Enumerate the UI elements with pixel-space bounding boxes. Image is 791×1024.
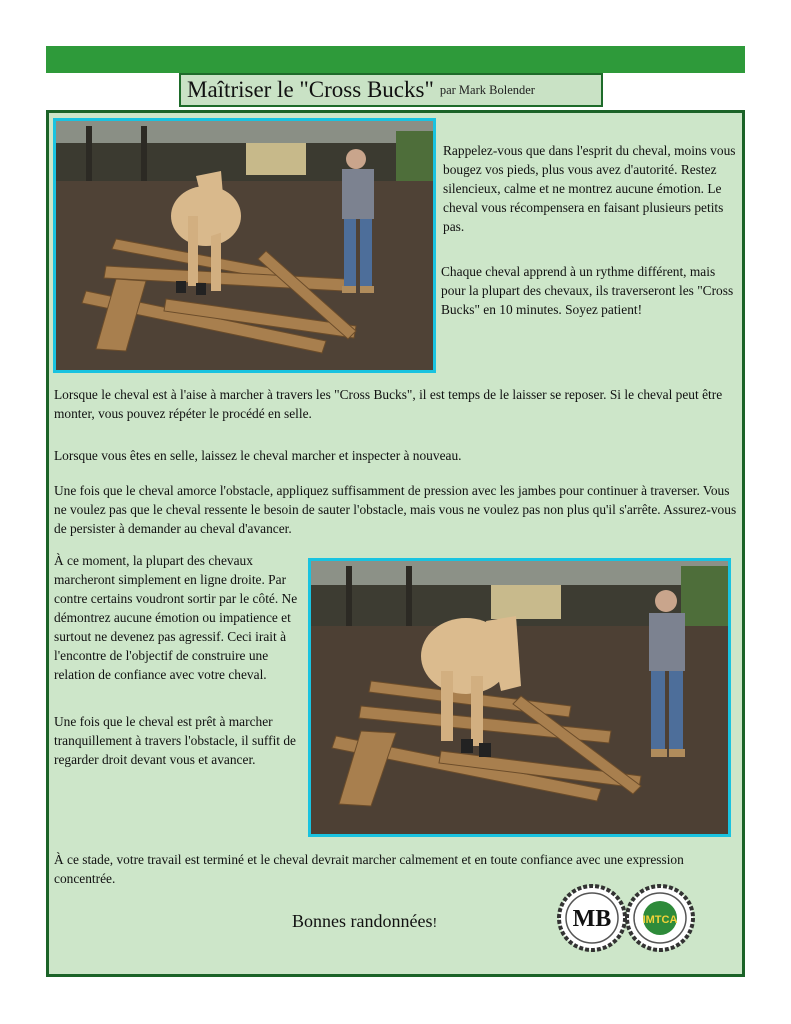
paragraph-left-1: À ce moment, la plupart des chevaux marcheront simplement en ligne droite. Par contre certains voudront sortir par le côté. Ne démontrez aucune émotion ou impatience et surtout ne devenez pas agressif. Ceci irait à l'encontre de l'objectif de construire une relation de confiance avec votre cheval. — [54, 553, 298, 682]
photo-horse-cross-bucks-2 — [308, 558, 731, 837]
top-green-bar — [46, 46, 745, 73]
paragraph-right-1: Rappelez-vous que dans l'esprit du cheval, moins vous bougez vos pieds, plus vous avez d'autorité. Restez silencieux, calme et ne montrez aucune émotion. Le cheval vous récompensera en faisant plusieurs petits pas. — [443, 143, 736, 234]
paragraph-full-4: À ce stade, votre travail est terminé et le cheval devrait marcher calmement et en toute confiance avec une expression concentrée. — [54, 852, 684, 886]
title-box — [179, 73, 603, 107]
photo-2-illustration — [311, 561, 728, 834]
paragraph-full-3: Une fois que le cheval amorce l'obstacle, appliquez suffisamment de pression avec les jambes pour continuer à traverser. Vous ne voulez pas que le cheval ressente le besoin de sauter l'obstacle, mais vous ne voulez pas non plus qu'il s'arrête. Assurez-vous de persister à demander au cheval d'avancer. — [54, 483, 737, 536]
sign-off — [292, 911, 437, 932]
photo-1-illustration — [56, 121, 433, 370]
byline: par Mark Bolender — [439, 82, 535, 97]
paragraph-left-2: Une fois que le cheval est prêt à marcher tranquillement à travers l'obstacle, il suffit de regarder droit devant vous et avancer. — [54, 714, 297, 767]
page-title: Maîtriser le "Cross Bucks" — [187, 77, 434, 102]
sign-off-text: Bonnes randonnées — [292, 911, 433, 931]
sign-off-exclaim: ! — [432, 916, 438, 931]
logo-rope-icon — [557, 883, 697, 953]
logo-right-text: IMTCA — [642, 914, 678, 926]
paragraph-right-2: Chaque cheval apprend à un rythme différent, mais pour la plupart des chevaux, ils traverseront les "Cross Bucks" en 10 minutes. Soyez patient! — [441, 264, 734, 317]
paragraph-full-2: Lorsque vous êtes en selle, laissez le cheval marcher et inspecter à nouveau. — [54, 448, 462, 463]
mb-imtca-logo — [557, 883, 697, 953]
photo-horse-cross-bucks-1 — [53, 118, 436, 373]
paragraph-full-1: Lorsque le cheval est à l'aise à marcher à travers les "Cross Bucks", il est temps de le laisser se reposer. Si le cheval peut être monter, vous pouvez répéter le procédé en selle. — [54, 387, 723, 421]
logo-left-text: MB — [572, 906, 612, 932]
